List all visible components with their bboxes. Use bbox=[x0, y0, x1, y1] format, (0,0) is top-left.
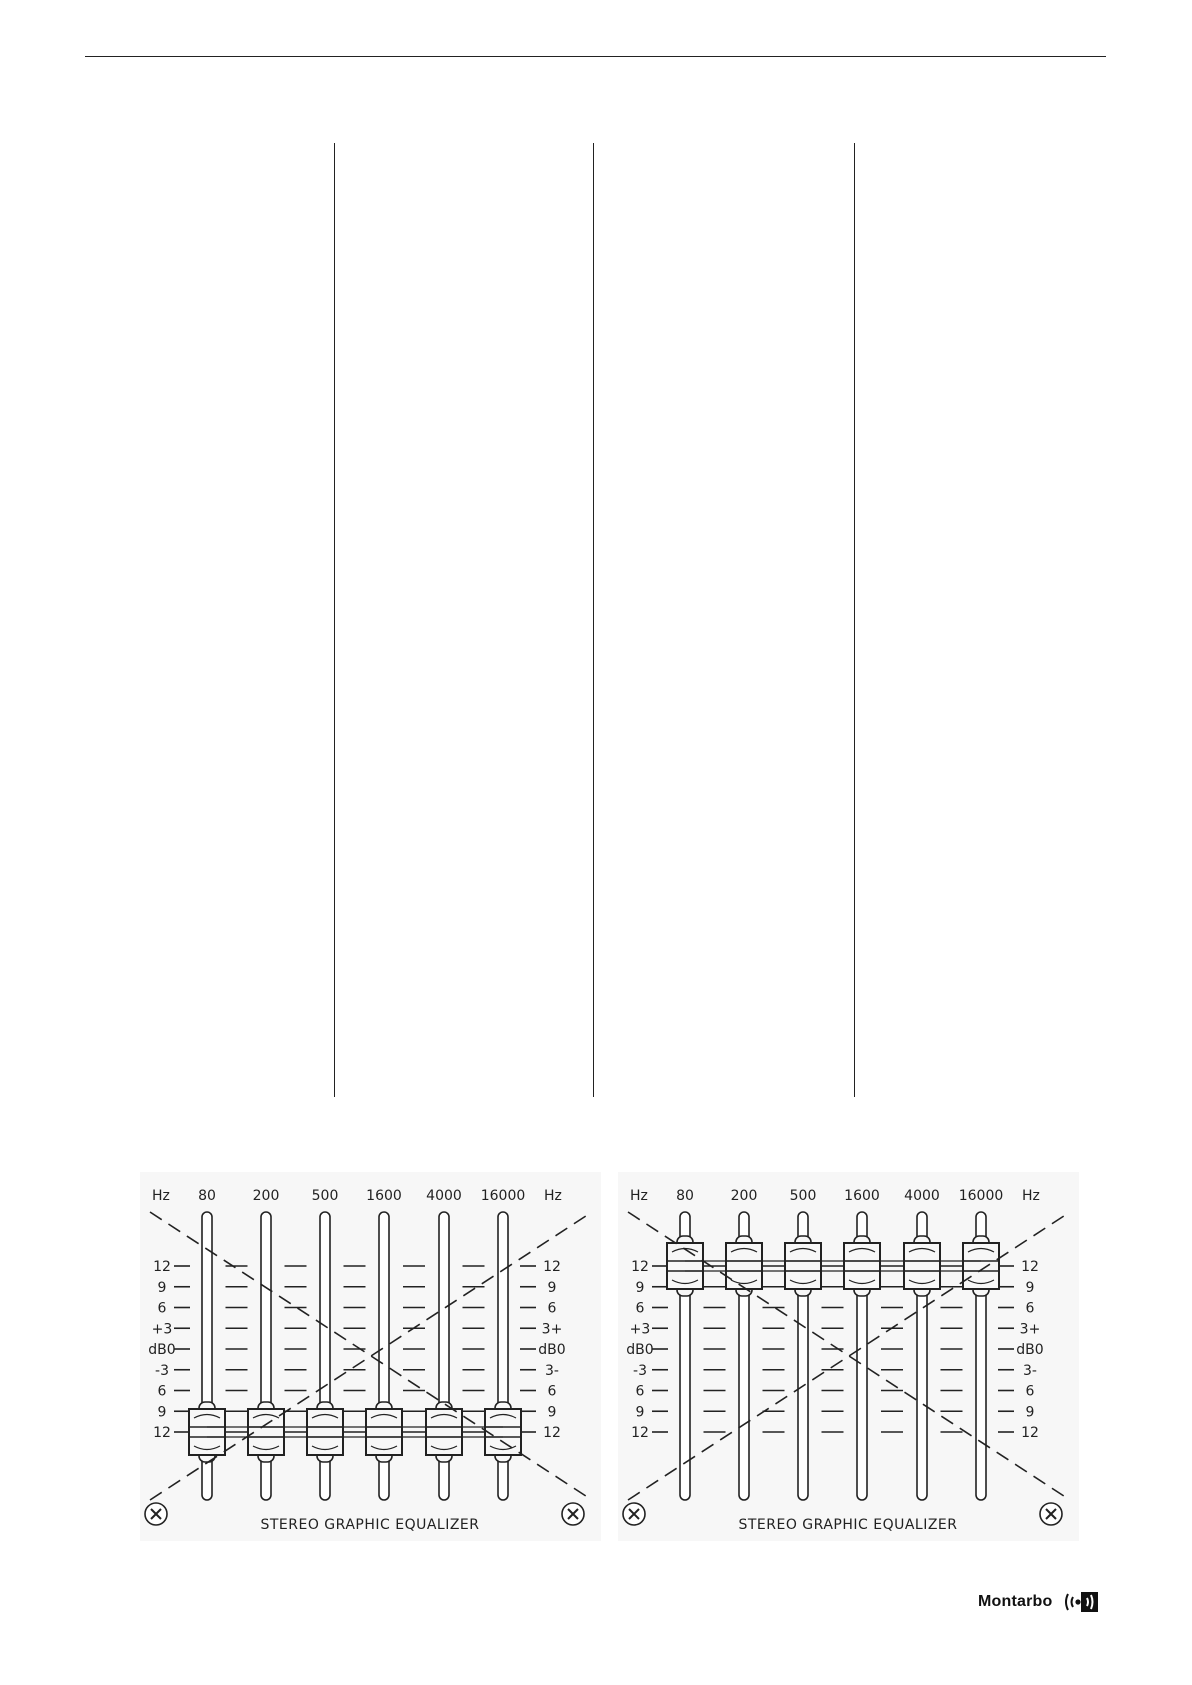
frequency-label: 200 bbox=[730, 1188, 758, 1204]
scale-label-right: 3+ bbox=[1019, 1321, 1041, 1338]
scale-label-left: 9 bbox=[157, 1404, 167, 1421]
slider-knob bbox=[307, 1402, 343, 1462]
frequency-label: 4000 bbox=[904, 1188, 940, 1204]
scale-label-left: 9 bbox=[635, 1279, 645, 1296]
scale-label-right: 6 bbox=[547, 1300, 557, 1317]
scale-label-left: -3 bbox=[633, 1362, 647, 1379]
scale-label-left: 6 bbox=[635, 1383, 645, 1400]
scale-label-right: 12 bbox=[543, 1425, 561, 1441]
speaker-waves-icon bbox=[1064, 1592, 1098, 1612]
frequency-label: 80 bbox=[198, 1188, 216, 1204]
scale-label-left: +3 bbox=[629, 1321, 651, 1338]
column-divider-3 bbox=[854, 143, 855, 1097]
scale-label-left: 12 bbox=[631, 1425, 649, 1441]
scale-label-right: dB0 bbox=[1016, 1342, 1044, 1358]
footer-brand bbox=[978, 1590, 1098, 1614]
scale-label-left: 6 bbox=[635, 1300, 645, 1317]
scale-label-right: 6 bbox=[1025, 1383, 1035, 1400]
hz-label-left: Hz bbox=[152, 1188, 170, 1204]
header-rule bbox=[85, 56, 1106, 57]
scale-label-left: 9 bbox=[635, 1404, 645, 1421]
slider-knob bbox=[904, 1236, 940, 1296]
scale-label-left: 6 bbox=[157, 1383, 167, 1400]
equalizer-figure-min bbox=[140, 1172, 601, 1541]
frequency-label: 500 bbox=[789, 1188, 817, 1204]
hz-label-right: Hz bbox=[544, 1188, 562, 1204]
slider-knob bbox=[366, 1402, 402, 1462]
frequency-label: 1600 bbox=[844, 1188, 880, 1204]
scale-label-right: 3- bbox=[545, 1362, 559, 1379]
scale-label-left: -3 bbox=[155, 1362, 169, 1379]
equalizer-drawing bbox=[140, 1172, 601, 1541]
frequency-label: 200 bbox=[252, 1188, 280, 1204]
frequency-label: 4000 bbox=[426, 1188, 462, 1204]
equalizer-figure-max bbox=[618, 1172, 1079, 1541]
scale-label-left: dB0 bbox=[148, 1342, 176, 1358]
frequency-label: 500 bbox=[311, 1188, 339, 1204]
frequency-label: 1600 bbox=[366, 1188, 402, 1204]
scale-label-left: dB0 bbox=[626, 1342, 654, 1358]
screw-icon bbox=[145, 1503, 167, 1525]
slider-knob bbox=[485, 1402, 521, 1462]
column-divider-1 bbox=[334, 143, 335, 1097]
screw-icon bbox=[1040, 1503, 1062, 1525]
slider-knob bbox=[844, 1236, 880, 1296]
slider-knob bbox=[189, 1402, 225, 1462]
scale-label-right: 3+ bbox=[541, 1321, 563, 1338]
hz-label-right: Hz bbox=[1022, 1188, 1040, 1204]
equalizer-caption: STEREO GRAPHIC EQUALIZER bbox=[738, 1517, 958, 1533]
scale-label-right: 6 bbox=[547, 1383, 557, 1400]
equalizer-drawing bbox=[618, 1172, 1079, 1541]
scale-label-left: 9 bbox=[157, 1279, 167, 1296]
frequency-label: 16000 bbox=[958, 1188, 1004, 1204]
scale-label-right: dB0 bbox=[538, 1342, 566, 1358]
scale-label-right: 6 bbox=[1025, 1300, 1035, 1317]
equalizer-caption: STEREO GRAPHIC EQUALIZER bbox=[260, 1517, 480, 1533]
frequency-label: 80 bbox=[676, 1188, 694, 1204]
screw-icon bbox=[562, 1503, 584, 1525]
hz-label-left: Hz bbox=[630, 1188, 648, 1204]
scale-label-left: 6 bbox=[157, 1300, 167, 1317]
screw-icon bbox=[623, 1503, 645, 1525]
scale-label-right: 12 bbox=[1021, 1425, 1039, 1441]
scale-label-right: 12 bbox=[543, 1259, 561, 1275]
slider-knob bbox=[963, 1236, 999, 1296]
scale-label-left: 12 bbox=[631, 1259, 649, 1275]
slider-knob bbox=[785, 1236, 821, 1296]
scale-label-right: 9 bbox=[547, 1404, 557, 1421]
frequency-label: 16000 bbox=[480, 1188, 526, 1204]
slider-knob bbox=[667, 1236, 703, 1296]
scale-label-left: 12 bbox=[153, 1425, 171, 1441]
scale-label-left: +3 bbox=[151, 1321, 173, 1338]
scale-label-right: 9 bbox=[1025, 1404, 1035, 1421]
scale-label-right: 3- bbox=[1023, 1362, 1037, 1379]
column-divider-2 bbox=[593, 143, 594, 1097]
scale-label-right: 12 bbox=[1021, 1259, 1039, 1275]
brand-name: Montarbo bbox=[978, 1593, 1053, 1610]
scale-label-right: 9 bbox=[1025, 1279, 1035, 1296]
scale-label-right: 9 bbox=[547, 1279, 557, 1296]
scale-label-left: 12 bbox=[153, 1259, 171, 1275]
